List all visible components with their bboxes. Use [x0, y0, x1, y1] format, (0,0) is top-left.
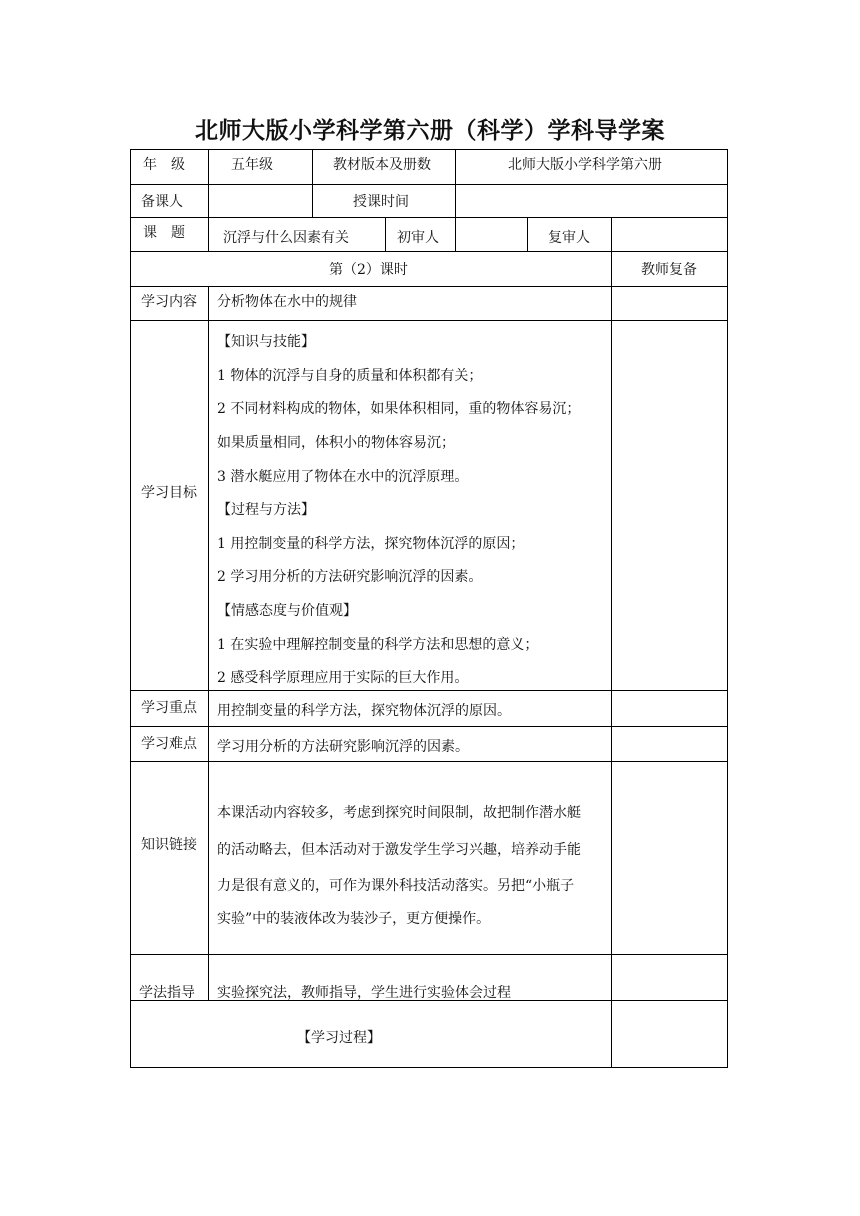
- time-value-cell: [455, 184, 728, 218]
- objectives-line: 1 用控制变量的科学方法，探究物体沉浮的原因；: [217, 536, 525, 552]
- key-point-value: 用控制变量的科学方法，探究物体沉浮的原因。: [217, 703, 511, 719]
- knowledge-link-line: 力是很有意义的，可作为课外科技活动落实。另把“小瓶子: [217, 878, 575, 894]
- objectives-line: 如果质量相同，体积小的物体容易沉；: [217, 435, 455, 451]
- objectives-label-cell: [130, 320, 209, 691]
- difficulty-review-cell: [611, 726, 728, 762]
- knowledge-link-line: 本课活动内容较多，考虑到探究时间限制，故把制作潜水艇: [217, 805, 581, 821]
- teacher-review-header-cell: [611, 251, 728, 287]
- objectives-line: 2 学习用分析的方法研究影响沉浮的因素。: [217, 569, 483, 585]
- method-label: 学法指导: [139, 985, 195, 1001]
- method-label-cell: [130, 954, 209, 1001]
- preparer-label: 备课人: [141, 194, 183, 210]
- preparer-label-cell: [130, 184, 209, 218]
- preparer-value-cell: [208, 184, 313, 218]
- topic-label: 课 题: [143, 225, 185, 241]
- grade-label: 年 级: [143, 157, 185, 173]
- grade-value-cell: [208, 149, 313, 185]
- knowledge-link-review-cell: [611, 761, 728, 955]
- objectives-line: 【知识与技能】: [217, 334, 315, 350]
- topic-value: 沉浮与什么因素有关: [223, 230, 349, 246]
- content-label: 学习内容: [141, 294, 197, 310]
- knowledge-link-body-cell: [208, 761, 612, 955]
- process-cell: [130, 1000, 612, 1068]
- objectives-line: 2 不同材料构成的物体，如果体积相同，重的物体容易沉；: [217, 401, 581, 417]
- topic-value-cell: [208, 217, 386, 252]
- objectives-body-cell: [208, 320, 612, 691]
- difficulty-label-cell: [130, 726, 209, 762]
- time-label-cell: [312, 184, 456, 218]
- second-review-label: 复审人: [548, 230, 590, 246]
- first-review-label: 初审人: [397, 230, 439, 246]
- objectives-line: 1 物体的沉浮与自身的质量和体积都有关；: [217, 368, 483, 384]
- difficulty-label: 学习难点: [141, 736, 197, 752]
- second-review-label-cell: [527, 217, 612, 252]
- objectives-line: 1 在实验中理解控制变量的科学方法和思想的意义；: [217, 637, 539, 653]
- difficulty-value: 学习用分析的方法研究影响沉浮的因素。: [217, 739, 469, 755]
- second-review-value-cell: [611, 217, 728, 252]
- textbook-label: 教材版本及册数: [333, 157, 431, 173]
- process-label: 【学习过程】: [297, 1030, 381, 1046]
- knowledge-link-label: 知识链接: [141, 837, 197, 853]
- objectives-review-cell: [611, 320, 728, 691]
- lesson-number-cell: [130, 251, 612, 287]
- content-value: 分析物体在水中的规律: [217, 294, 357, 310]
- textbook-label-cell: [312, 149, 456, 185]
- knowledge-link-line: 实验”中的装液体改为装沙子，更方便操作。: [217, 911, 491, 927]
- topic-label-cell: [130, 217, 209, 252]
- key-point-label: 学习重点: [141, 700, 197, 716]
- difficulty-value-cell: [208, 726, 612, 762]
- first-review-label-cell: [385, 217, 456, 252]
- teacher-review-header: 教师复备: [641, 262, 697, 278]
- objectives-line: 2 感受科学原理应用于实际的巨大作用。: [217, 670, 469, 686]
- key-point-review-cell: [611, 690, 728, 727]
- lesson-number: 第（2）课时: [329, 262, 408, 278]
- grade-value: 五年级: [231, 157, 273, 173]
- objectives-line: 【情感态度与价值观】: [217, 603, 357, 619]
- grade-label-cell: [130, 149, 209, 185]
- first-review-value-cell: [455, 217, 528, 252]
- objectives-label: 学习目标: [141, 485, 197, 501]
- key-point-label-cell: [130, 690, 209, 727]
- content-label-cell: [130, 286, 209, 321]
- page-title: 北师大版小学科学第六册（科学）学科导学案: [195, 118, 665, 144]
- knowledge-link-line: 的活动略去，但本活动对于激发学生学习兴趣，培养动手能: [217, 842, 581, 858]
- method-value: 实验探究法，教师指导，学生进行实验体会过程: [217, 985, 511, 1001]
- content-review-cell: [611, 286, 728, 321]
- textbook-value: 北师大版小学科学第六册: [508, 157, 662, 173]
- time-label: 授课时间: [353, 194, 409, 210]
- objectives-line: 【过程与方法】: [217, 502, 315, 518]
- textbook-value-cell: [455, 149, 728, 185]
- knowledge-link-label-cell: [130, 761, 209, 955]
- objectives-line: 3 潜水艇应用了物体在水中的沉浮原理。: [217, 469, 469, 485]
- key-point-value-cell: [208, 690, 612, 727]
- method-value-cell: [208, 954, 612, 1001]
- method-review-cell: [611, 954, 728, 1001]
- content-value-cell: [208, 286, 612, 321]
- process-review-cell: [611, 1000, 728, 1068]
